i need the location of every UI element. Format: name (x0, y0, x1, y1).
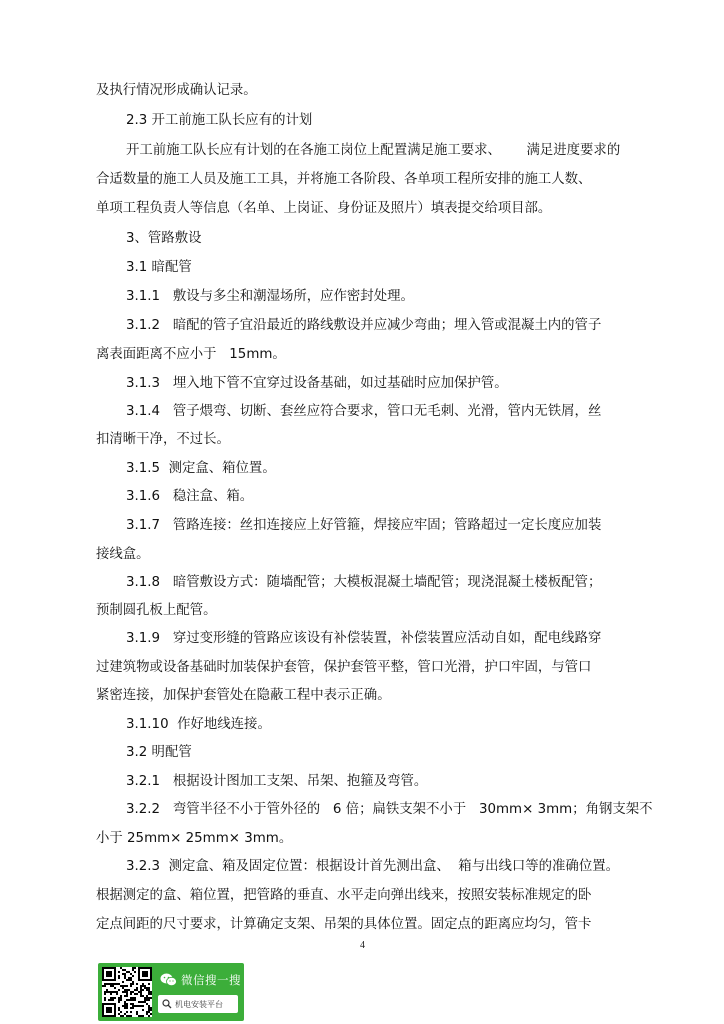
text-line: 开工前施工队长应有计划的在各施工岗位上配置满足施工要求、 满足进度要求的 (126, 143, 621, 158)
search-box[interactable] (158, 995, 238, 1013)
text-line: 3.1 暗配管 (126, 260, 192, 275)
text-line: 3.2.1 根据设计图加工支架、吊架、抱箍及弯管。 (126, 774, 428, 789)
text-line: 预制圆孔板上配管。 (96, 603, 217, 618)
text-line: 3.2 明配管 (126, 745, 192, 760)
text-line: 单项工程负责人等信息（名单、上岗证、身份证及照片）填表提交给项目部。 (96, 201, 552, 216)
wechat-icon (160, 973, 177, 987)
wechat-search-banner[interactable] (98, 963, 244, 1021)
text-line: 3.2.3 测定盒、箱及固定位置：根据设计首先测出盒、 箱与出线口等的准确位置。 (126, 859, 619, 874)
text-line: 3.1.1 敷设与多尘和潮湿场所，应作密封处理。 (126, 289, 414, 304)
text-line: 2.3 开工前施工队长应有的计划 (126, 113, 313, 128)
text-line: 3.1.3 埋入地下管不宜穿过设备基础，如过基础时应加保护管。 (126, 376, 508, 391)
text-line: 扣清晰干净，不过长。 (96, 432, 230, 447)
text-line: 小于 25mm× 25mm× 3mm。 (96, 831, 293, 846)
text-line: 3.1.4 管子煨弯、切断、套丝应符合要求，管口无毛刺、光滑，管内无铁屑，丝 (126, 404, 602, 419)
text-line: 3.1.9 穿过变形缝的管路应该设有补偿装置，补偿装置应活动自如，配电线路穿 (126, 631, 602, 646)
text-line: 3.2.2 弯管半径不小于管外径的 6 倍；扁铁支架不小于 30mm× 3mm；角钢支架不 (126, 802, 653, 817)
brand-row (160, 971, 241, 989)
text-line: 3.1.2 暗配的管子宜沿最近的路线敷设并应减少弯曲；埋入管或混凝土内的管子 (126, 318, 602, 333)
text-line: 离表面距离不应小于 15mm。 (96, 347, 286, 362)
text-line: 3.1.7 管路连接：丝扣连接应上好管箍，焊接应牢固；管路超过一定长度应加装 (126, 518, 602, 533)
brand-label: 微信搜一搜 (181, 973, 241, 987)
text-line: 过建筑物或设备基础时加装保护套管，保护套管平整，管口光滑，护口牢固，与管口 (96, 660, 592, 675)
text-line: 3.1.6 稳注盒、箱。 (126, 489, 254, 504)
search-icon (162, 999, 172, 1009)
text-line: 接线盒。 (96, 547, 150, 562)
text-line: 及执行情况形成确认记录。 (96, 83, 257, 98)
text-line: 3.1.10 作好地线连接。 (126, 717, 271, 732)
text-line: 3、管路敷设 (126, 231, 202, 246)
text-line: 3.1.8 暗管敷设方式：随墙配管；大模板混凝土墙配管；现浇混凝土楼板配管； (126, 575, 602, 590)
search-query: 机电安装平台 (175, 999, 223, 1009)
text-line: 合适数量的施工人员及施工工具，并将施工各阶段、各单项工程所安排的施工人数、 (96, 172, 592, 187)
text-line: 定点间距的尺寸要求，计算确定支架、吊架的具体位置。固定点的距离应均匀，管卡 (96, 917, 592, 932)
text-line: 紧密连接，加保护套管处在隐蔽工程中表示正确。 (96, 688, 391, 703)
text-line: 根据测定的盒、箱位置，把管路的垂直、水平走向弹出线来，按照安装标准规定的卧 (96, 888, 592, 903)
qr-code-icon (102, 967, 152, 1017)
text-line: 3.1.5 测定盒、箱位置。 (126, 461, 276, 476)
page-number: 4 (360, 940, 365, 951)
